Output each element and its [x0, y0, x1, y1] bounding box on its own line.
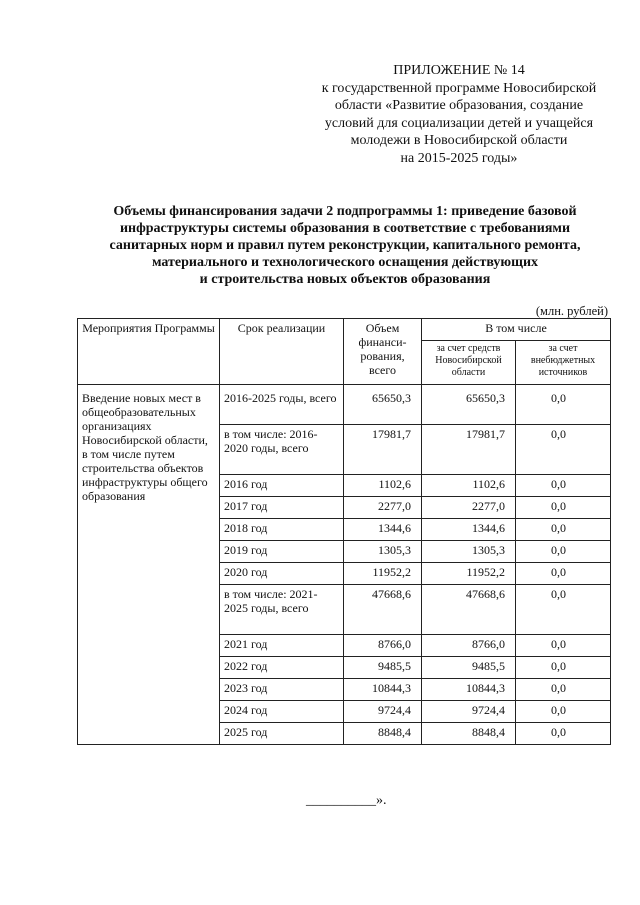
- regional-cell: 8766,0: [422, 635, 516, 657]
- period-cell: 2019 год: [220, 541, 344, 563]
- period-cell: в том числе: 2021-2025 годы, всего: [220, 585, 344, 635]
- extra-cell: 0,0: [516, 385, 611, 425]
- unit-label: (млн. рублей): [535, 304, 608, 318]
- total-cell: 8766,0: [344, 635, 422, 657]
- period-cell: 2021 год: [220, 635, 344, 657]
- total-cell: 17981,7: [344, 425, 422, 475]
- extra-cell: 0,0: [516, 475, 611, 497]
- title-line: Объемы финансирования задачи 2 подпрограммы 1: приведение базовой: [113, 204, 577, 219]
- total-cell: 47668,6: [344, 585, 422, 635]
- extra-cell: 0,0: [516, 519, 611, 541]
- title-line: и строительства новых объектов образования: [199, 272, 491, 287]
- appendix-header: [300, 62, 618, 167]
- regional-cell: 1344,6: [422, 519, 516, 541]
- extra-cell: 0,0: [516, 497, 611, 519]
- financing-table: [77, 318, 611, 745]
- total-cell: 9485,5: [344, 657, 422, 679]
- header-extrabudget: за счет внебюджетных источников: [516, 341, 611, 385]
- regional-cell: 1305,3: [422, 541, 516, 563]
- period-cell: в том числе: 2016-2020 годы, всего: [220, 425, 344, 475]
- total-cell: 1305,3: [344, 541, 422, 563]
- extra-cell: 0,0: [516, 657, 611, 679]
- title-line: материального и технологического оснащения действующих: [151, 255, 539, 270]
- regional-cell: 2277,0: [422, 497, 516, 519]
- total-cell: 2277,0: [344, 497, 422, 519]
- period-cell: 2023 год: [220, 679, 344, 701]
- regional-cell: 17981,7: [422, 425, 516, 475]
- appendix-line: на 2015-2025 годы»: [400, 150, 518, 166]
- period-cell: 2016 год: [220, 475, 344, 497]
- document-title: [66, 203, 624, 288]
- header-regional: за счет средств Новосибирской области: [422, 341, 516, 385]
- header-including: В том числе: [422, 319, 611, 341]
- period-cell: 2025 год: [220, 723, 344, 745]
- extra-cell: 0,0: [516, 679, 611, 701]
- period-cell: 2022 год: [220, 657, 344, 679]
- extra-cell: 0,0: [516, 585, 611, 635]
- extra-cell: 0,0: [516, 425, 611, 475]
- regional-cell: 9485,5: [422, 657, 516, 679]
- total-cell: 9724,4: [344, 701, 422, 723]
- period-cell: 2016-2025 годы, всего: [220, 385, 344, 425]
- extra-cell: 0,0: [516, 723, 611, 745]
- regional-cell: 1102,6: [422, 475, 516, 497]
- period-cell: 2018 год: [220, 519, 344, 541]
- appendix-title: ПРИЛОЖЕНИЕ № 14: [393, 63, 525, 78]
- extra-cell: 0,0: [516, 701, 611, 723]
- footer-line: __________».: [306, 793, 387, 808]
- title-line: санитарных норм и правил путем реконструкции, капитального ремонта,: [109, 238, 581, 253]
- appendix-line: области «Развитие образования, создание: [334, 98, 584, 113]
- total-cell: 10844,3: [344, 679, 422, 701]
- header-measures: Мероприятия Программы: [78, 319, 220, 385]
- total-cell: 1102,6: [344, 475, 422, 497]
- appendix-line: молодежи в Новосибирской области: [350, 133, 568, 148]
- extra-cell: 0,0: [516, 563, 611, 585]
- extra-cell: 0,0: [516, 635, 611, 657]
- total-cell: 11952,2: [344, 563, 422, 585]
- appendix-line: условий для социализации детей и учащейся: [324, 115, 594, 131]
- regional-cell: 10844,3: [422, 679, 516, 701]
- header-period: Срок реализации: [220, 319, 344, 385]
- total-cell: 8848,4: [344, 723, 422, 745]
- header-volume: Объем финанси-рования, всего: [344, 319, 422, 385]
- regional-cell: 65650,3: [422, 385, 516, 425]
- period-cell: 2020 год: [220, 563, 344, 585]
- period-cell: 2017 год: [220, 497, 344, 519]
- regional-cell: 8848,4: [422, 723, 516, 745]
- total-cell: 65650,3: [344, 385, 422, 425]
- regional-cell: 47668,6: [422, 585, 516, 635]
- appendix-line: к государственной программе Новосибирской: [321, 80, 597, 96]
- title-line: инфраструктуры системы образования в соответствие с требованиями: [119, 221, 571, 236]
- measure-name: Введение новых мест в общеобразовательных организациях Новосибирской области, в том числе путем строительства объектов инфраструктуры общего образования: [78, 385, 220, 745]
- period-cell: 2024 год: [220, 701, 344, 723]
- regional-cell: 9724,4: [422, 701, 516, 723]
- total-cell: 1344,6: [344, 519, 422, 541]
- regional-cell: 11952,2: [422, 563, 516, 585]
- extra-cell: 0,0: [516, 541, 611, 563]
